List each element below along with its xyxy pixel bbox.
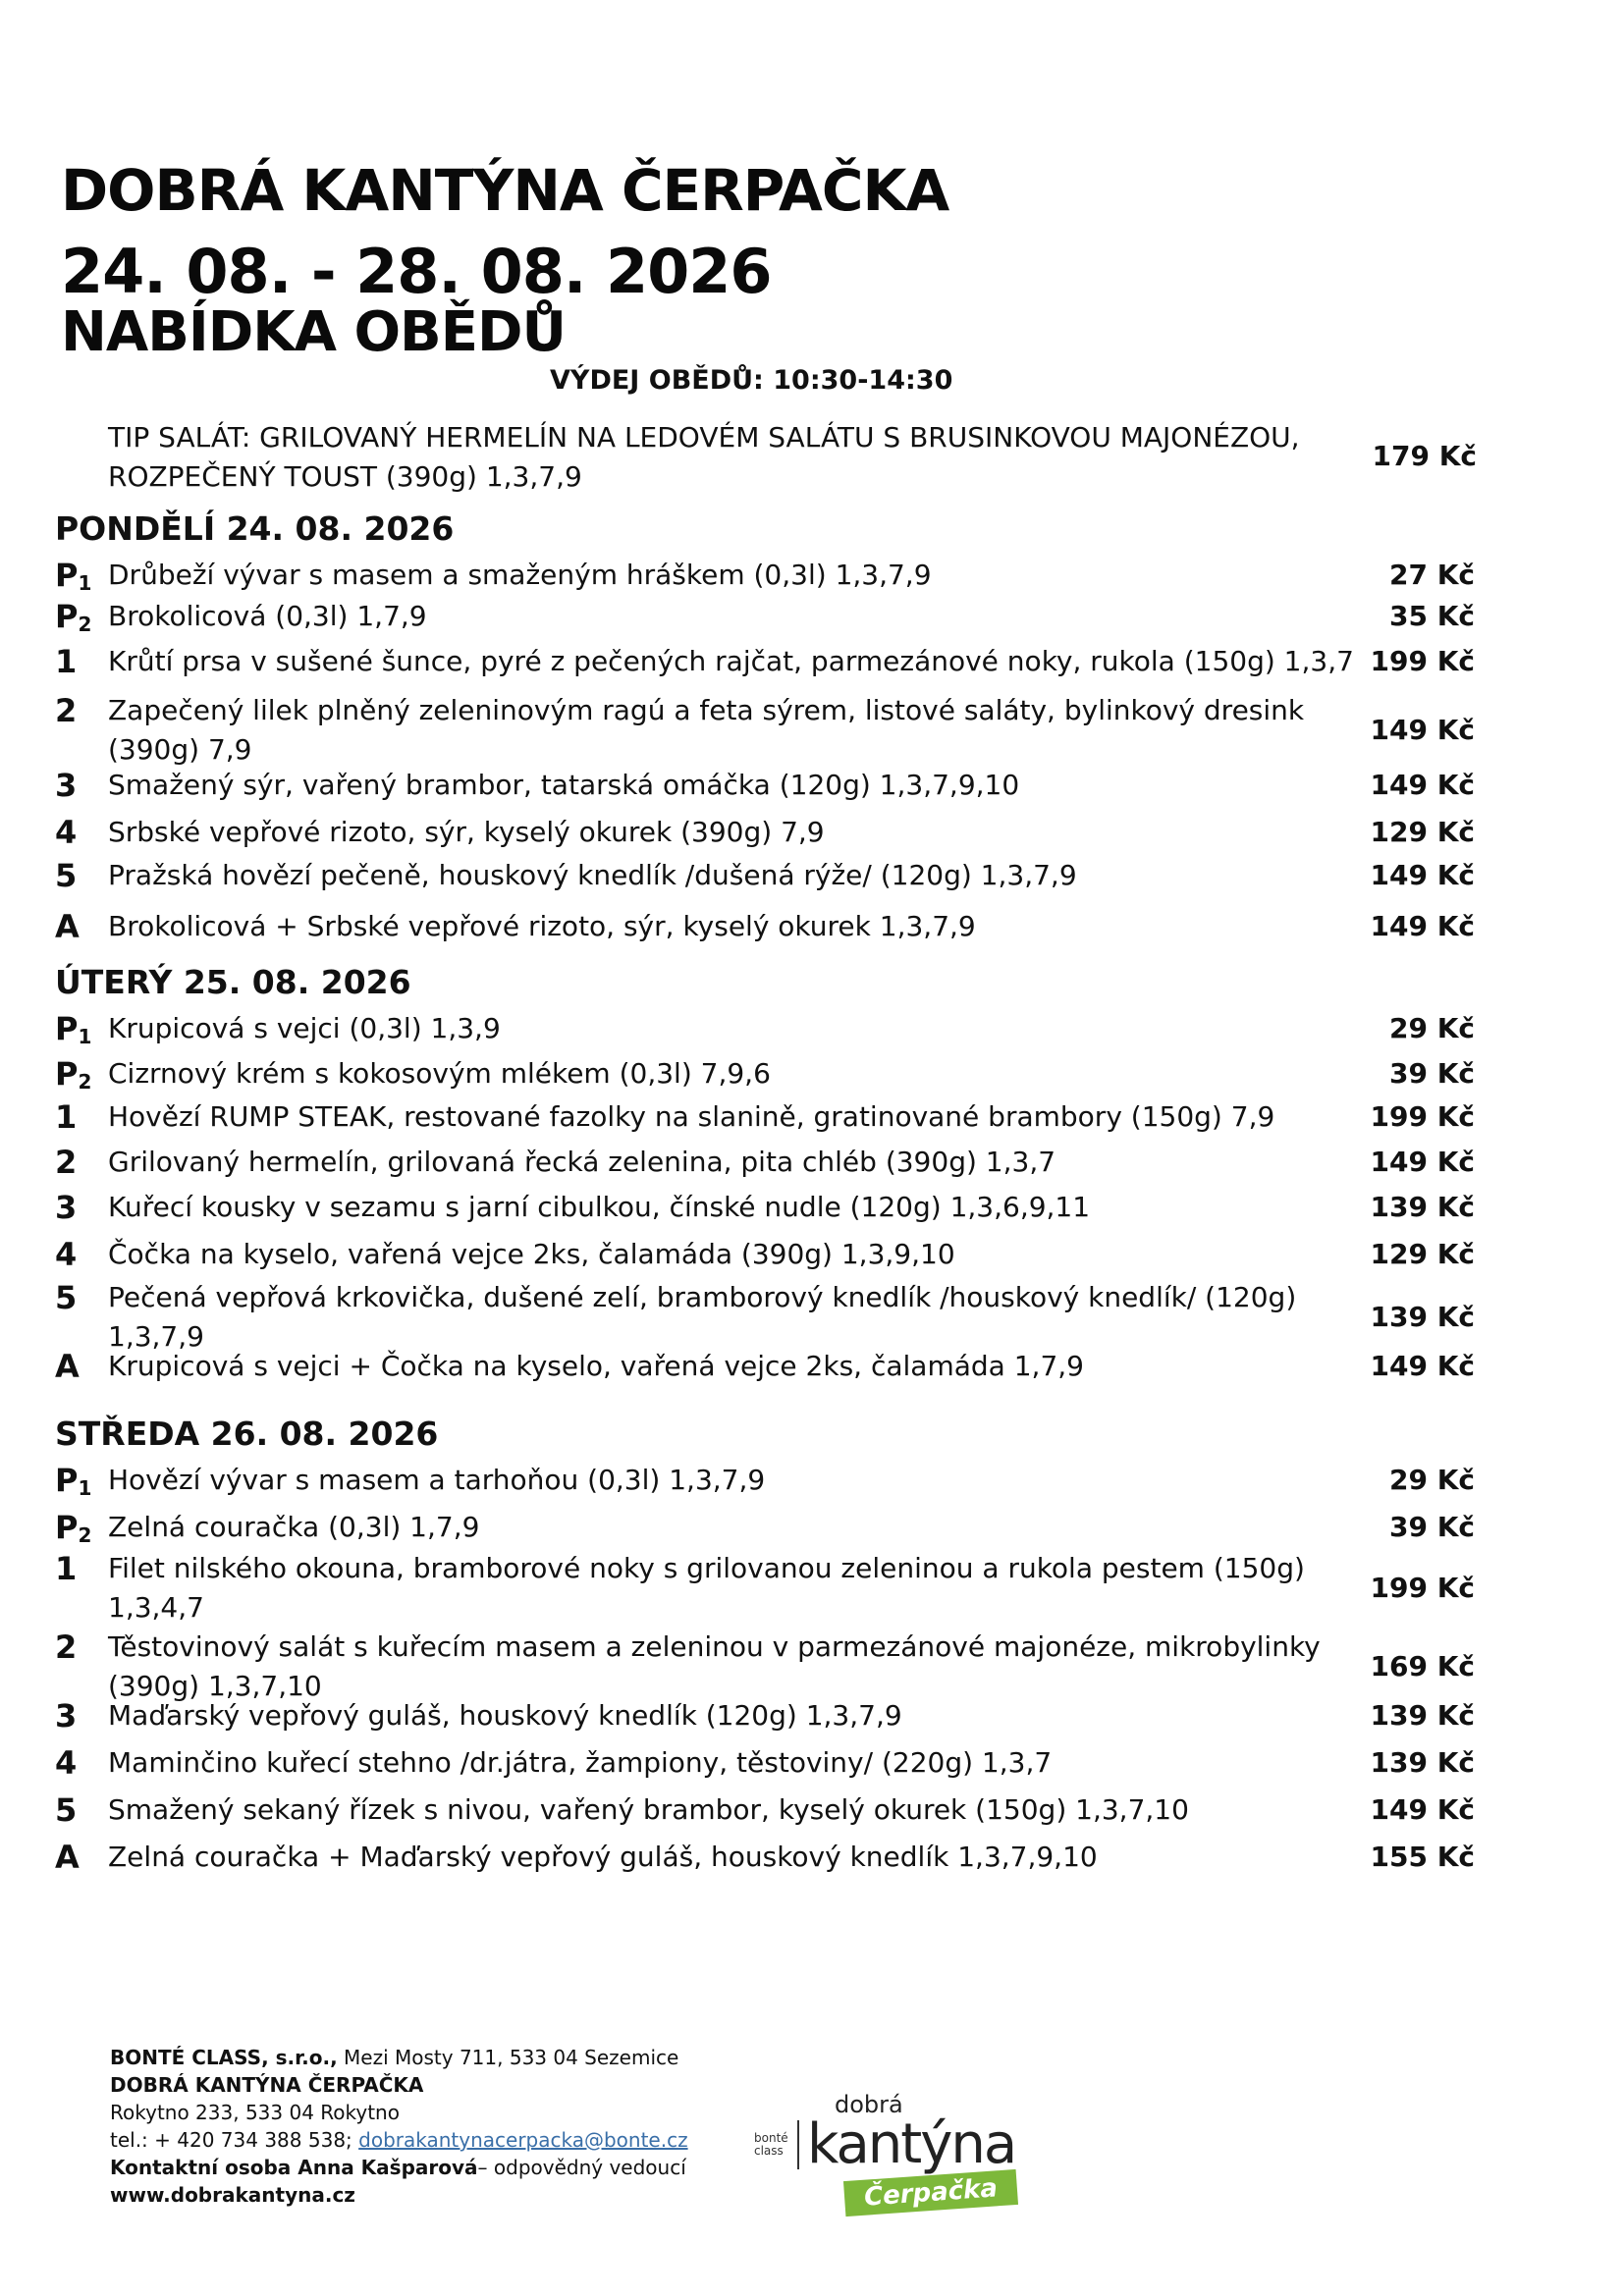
day-heading: ÚTERÝ 25. 08. 2026 [55, 963, 411, 1001]
menu-item-code: 3 [55, 1697, 78, 1735]
menu-item-code: $P_2$ [55, 1509, 92, 1547]
menu-subtitle: NABÍDKA OBĚDŮ [61, 300, 566, 364]
menu-item [55, 1143, 1567, 1182]
menu-item-description: Hovězí vývar s masem a tarhoňou (0,3l) 1,3,7,9 [108, 1464, 766, 1496]
menu-item [55, 1628, 1567, 1706]
menu-item-code: 2 [55, 1144, 78, 1181]
menu-item-price: 139 Kč [1370, 1699, 1475, 1732]
menu-item [55, 1347, 1567, 1386]
menu-item-description: Zelná couračka (0,3l) 1,7,9 [108, 1511, 480, 1543]
menu-item-code: 5 [55, 1279, 78, 1316]
menu-item [55, 1097, 1567, 1137]
menu-item-code: 1 [55, 1098, 78, 1136]
menu-item-code: A [55, 908, 80, 945]
menu-item [55, 1461, 1567, 1500]
menu-item-code: 3 [55, 1189, 78, 1226]
menu-item-price: 199 Kč [1370, 1100, 1475, 1133]
email-link[interactable]: dobrakantynacerpacka@bonte.cz [358, 2128, 688, 2152]
menu-item-code: 5 [55, 857, 78, 894]
menu-item [55, 856, 1567, 895]
menu-item-price: 149 Kč [1370, 1350, 1475, 1382]
canteen-address: Rokytno 233, 533 04 Rokytno [110, 2101, 400, 2124]
menu-item-price: 149 Kč [1370, 769, 1475, 801]
menu-item-description: Pražská hovězí pečeně, houskový knedlík /dušená rýže/ (120g) 1,3,7,9 [108, 859, 1077, 891]
menu-item-price: 155 Kč [1370, 1841, 1475, 1873]
menu-item [55, 1235, 1567, 1274]
menu-item-description: Srbské vepřové rizoto, sýr, kyselý okurek (390g) 7,9 [108, 816, 825, 848]
menu-item-price: 129 Kč [1370, 816, 1475, 848]
menu-item-price: 39 Kč [1388, 1057, 1475, 1090]
footer [110, 2044, 688, 2209]
menu-item-description: Zapečený lilek plněný zeleninovým ragú a feta sýrem, listové saláty, bylinkový dresink (390g) 7,9 [108, 694, 1305, 766]
menu-item-price: 35 Kč [1388, 600, 1475, 632]
menu-item [55, 1838, 1567, 1877]
menu-item-description: Smažený sekaný řízek s nivou, vařený brambor, kyselý okurek (150g) 1,3,7,10 [108, 1793, 1189, 1826]
menu-item-price: 149 Kč [1370, 714, 1475, 746]
company-name: BONTÉ CLASS, s.r.o., [110, 2046, 338, 2069]
website-link[interactable]: www.dobrakantyna.cz [110, 2183, 355, 2207]
menu-item-code: $P_2$ [55, 598, 92, 636]
menu-item [55, 642, 1567, 681]
menu-item [55, 597, 1567, 636]
menu-item [55, 556, 1567, 595]
serving-hours: VÝDEJ OBĚDŮ: 10:30-14:30 [550, 365, 953, 396]
tip-salad-text: TIP SALÁT: GRILOVANÝ HERMELÍN NA LEDOVÉM SALÁTU S BRUSINKOVOU MAJONÉZOU, ROZPEČENÝ TOUST (390g) 1,3,7,9 [108, 421, 1300, 493]
menu-item-description: Krůtí prsa v sušené šunce, pyré z pečených rajčat, parmezánové noky, rukola (150g) 1,3,7 [108, 645, 1354, 677]
menu-item-price: 27 Kč [1388, 559, 1475, 591]
menu-item-code: 4 [55, 1236, 78, 1273]
menu-item-description: Čočka na kyselo, vařená vejce 2ks, čalamáda (390g) 1,3,9,10 [108, 1238, 955, 1270]
menu-item-description: Krupicová s vejci + Čočka na kyselo, vařená vejce 2ks, čalamáda 1,7,9 [108, 1350, 1084, 1382]
day-wednesday [55, 1410, 1567, 1876]
menu-item-price: 139 Kč [1370, 1191, 1475, 1223]
menu-item-code: A [55, 1348, 80, 1385]
tip-salad-price: 179 Kč [1372, 440, 1477, 472]
menu-item-code: 4 [55, 1744, 78, 1782]
menu-item-code: 4 [55, 814, 78, 851]
menu-item-price: 139 Kč [1370, 1746, 1475, 1779]
contact-role: – odpovědný vedoucí [477, 2156, 686, 2179]
restaurant-title: DOBRÁ KANTÝNA ČERPAČKA [61, 157, 949, 224]
logo-badge-cerpacka: Čerpačka [843, 2169, 1018, 2216]
kantyna-logo [754, 2091, 1039, 2213]
menu-item-description: Pečená vepřová krkovička, dušené zelí, bramborový knedlík /houskový knedlík/ (120g) 1,3,7,9 [108, 1281, 1297, 1353]
menu-item [55, 1549, 1567, 1628]
day-heading: STŘEDA 26. 08. 2026 [55, 1415, 439, 1453]
menu-item-code: $P_1$ [55, 557, 92, 595]
menu-item-description: Zelná couračka + Maďarský vepřový guláš, houskový knedlík 1,3,7,9,10 [108, 1841, 1098, 1873]
contact-person: Kontaktní osoba Anna Kašparová [110, 2156, 478, 2179]
menu-item-price: 149 Kč [1370, 859, 1475, 891]
menu-item-code: $P_1$ [55, 1462, 92, 1500]
menu-item-description: Cizrnový krém s kokosovým mlékem (0,3l) 7,9,6 [108, 1057, 771, 1090]
menu-item-code: 5 [55, 1791, 78, 1829]
menu-item [55, 1508, 1567, 1547]
menu-item-price: 139 Kč [1370, 1301, 1475, 1333]
menu-item-description: Drůbeží vývar s masem a smaženým hráškem (0,3l) 1,3,7,9 [108, 559, 932, 591]
menu-item-price: 129 Kč [1370, 1238, 1475, 1270]
logo-bonte-class: bonté class [754, 2131, 788, 2158]
menu-item-description: Grilovaný hermelín, grilovaná řecká zelenina, pita chléb (390g) 1,3,7 [108, 1146, 1056, 1178]
logo-word-kantyna: kantýna [807, 2112, 1016, 2176]
day-heading: PONDĚLÍ 24. 08. 2026 [55, 509, 455, 548]
menu-item-code: 2 [55, 1629, 78, 1666]
day-tuesday [55, 958, 1567, 1385]
menu-item-code: 2 [55, 692, 78, 729]
menu-item-code: $P_2$ [55, 1055, 92, 1094]
company-address: Mezi Mosty 711, 533 04 Sezemice [337, 2046, 679, 2069]
menu-item-description: Hovězí RUMP STEAK, restované fazolky na slanině, gratinované brambory (150g) 7,9 [108, 1100, 1275, 1133]
menu-item-code: A [55, 1839, 80, 1876]
menu-item-price: 169 Kč [1370, 1650, 1475, 1682]
menu-item-description: Maďarský vepřový guláš, houskový knedlík (120g) 1,3,7,9 [108, 1699, 902, 1732]
menu-item-price: 39 Kč [1388, 1511, 1475, 1543]
menu-item-description: Těstovinový salát s kuřecím masem a zeleninou v parmezánové majonéze, mikrobylinky (390g) 1,3,7,10 [108, 1630, 1321, 1702]
menu-item-description: Filet nilského okouna, bramborové noky s grilovanou zeleninou a rukola pestem (150g) 1,3,4,7 [108, 1552, 1305, 1624]
menu-item-description: Brokolicová + Srbské vepřové rizoto, sýr, kyselý okurek 1,3,7,9 [108, 910, 976, 942]
menu-item-code: 3 [55, 767, 78, 804]
menu-item-code: 1 [55, 1550, 78, 1587]
menu-item [55, 1278, 1567, 1357]
menu-item-description: Kuřecí kousky v sezamu s jarní cibulkou, čínské nudle (120g) 1,3,6,9,11 [108, 1191, 1091, 1223]
phone: tel.: + 420 734 388 538; [110, 2128, 352, 2152]
menu-item [55, 1054, 1567, 1094]
menu-item-price: 149 Kč [1370, 1146, 1475, 1178]
menu-item [55, 1009, 1567, 1048]
menu-item-description: Brokolicová (0,3l) 1,7,9 [108, 600, 427, 632]
menu-item-price: 199 Kč [1370, 645, 1475, 677]
menu-item-price: 149 Kč [1370, 910, 1475, 942]
menu-item [55, 907, 1567, 946]
menu-item [55, 1743, 1567, 1783]
menu-item-price: 149 Kč [1370, 1793, 1475, 1826]
menu-item [55, 691, 1567, 770]
menu-item-code: 1 [55, 643, 78, 680]
menu-item [55, 813, 1567, 852]
menu-item-price: 29 Kč [1388, 1464, 1475, 1496]
canteen-name: DOBRÁ KANTÝNA ČERPAČKA [110, 2073, 424, 2097]
menu-item-code: $P_1$ [55, 1010, 92, 1048]
menu-item-price: 29 Kč [1388, 1012, 1475, 1044]
menu-item-description: Smažený sýr, vařený brambor, tatarská omáčka (120g) 1,3,7,9,10 [108, 769, 1020, 801]
menu-item-price: 199 Kč [1370, 1572, 1475, 1604]
menu-item [55, 1790, 1567, 1830]
logo-separator [797, 2120, 799, 2169]
logo-word-dobra: dobrá [835, 2091, 903, 2118]
menu-item [55, 1696, 1567, 1735]
day-monday [55, 505, 1567, 945]
menu-item-description: Krupicová s vejci (0,3l) 1,3,9 [108, 1012, 501, 1044]
date-range: 24. 08. - 28. 08. 2026 [61, 236, 772, 307]
menu-item-description: Maminčino kuřecí stehno /dr.játra, žampiony, těstoviny/ (220g) 1,3,7 [108, 1746, 1053, 1779]
menu-item [55, 766, 1567, 805]
menu-item [55, 1188, 1567, 1227]
